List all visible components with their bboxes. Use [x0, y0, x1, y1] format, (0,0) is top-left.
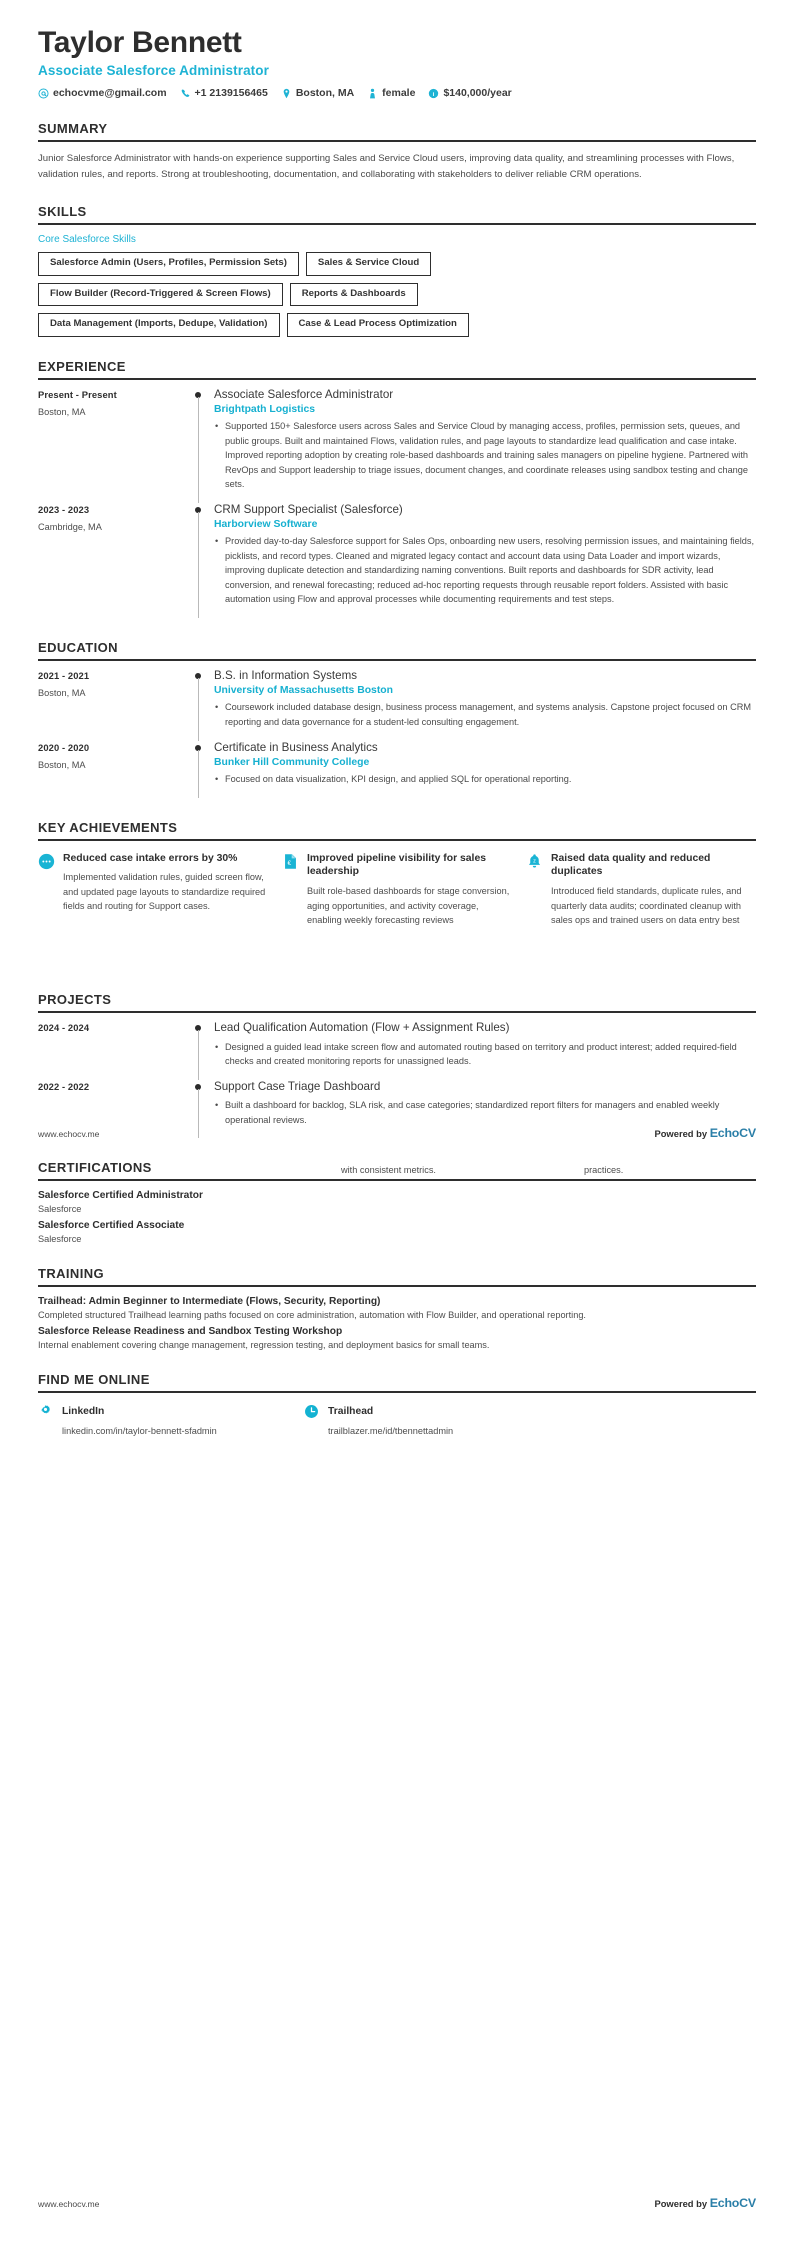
achievement-card	[38, 852, 268, 928]
bullet-marker: •	[215, 702, 219, 713]
experience-entry	[38, 388, 756, 503]
social-link-label: Trailhead	[328, 1406, 374, 1418]
social-link-linkedin[interactable]	[38, 1404, 274, 1438]
entry-body	[212, 503, 756, 618]
experience-entry-list	[38, 388, 756, 618]
social-link-trailhead[interactable]	[304, 1404, 540, 1438]
training-name: Trailhead: Admin Beginner to Intermediate (Flows, Security, Reporting)	[38, 1296, 381, 1308]
gear-icon	[38, 1404, 53, 1419]
contact-item-gender	[367, 87, 415, 99]
entry-organization: University of Massachusetts Boston	[214, 685, 393, 697]
timeline-rail	[188, 1021, 212, 1080]
section-experience	[0, 359, 794, 618]
entry-date: 2024 - 2024	[38, 1022, 90, 1034]
certification-item	[38, 1220, 756, 1244]
job-role-subtitle: Associate Salesforce Administrator	[38, 63, 269, 78]
section-divider	[38, 223, 756, 225]
bullet-marker: •	[215, 421, 219, 432]
entry-bullet-list	[214, 1040, 756, 1069]
entry-title: Certificate in Business Analytics	[214, 740, 378, 754]
phone-icon	[180, 88, 191, 99]
entry-title: CRM Support Specialist (Salesforce)	[214, 502, 403, 516]
entry-title: Lead Qualification Automation (Flow + Assignment Rules)	[214, 1021, 510, 1035]
entry-bullet-list	[214, 1098, 756, 1127]
training-list	[38, 1296, 756, 1350]
skill-pill-list	[38, 252, 756, 337]
skill-pill[interactable]: Reports & Dashboards	[290, 283, 418, 307]
bullet-text: Coursework included database design, business process management, and systems analysis. Capstone project focused on CRM reporting and data governance for a student-led consulting engagement.	[225, 702, 752, 727]
svg-text:z: z	[533, 858, 536, 865]
section-heading-education: EDUCATION	[38, 639, 118, 655]
achievement-content	[63, 852, 268, 928]
entry-body	[212, 388, 756, 503]
timeline-line	[198, 750, 199, 798]
entry-title: Associate Salesforce Administrator	[214, 387, 394, 401]
achievement-card	[282, 852, 512, 928]
echocv-brand-logo: EchoCV	[709, 1126, 756, 1140]
entry-location: Boston, MA	[38, 759, 86, 770]
achievement-description: Built role-based dashboards for stage conversion, aging opportunities, and activity coverage, enabling weekly forecasting reviews	[307, 886, 510, 925]
social-link-label: LinkedIn	[62, 1406, 105, 1418]
skill-pill-row	[38, 313, 756, 337]
bullet-marker: •	[215, 1041, 219, 1052]
certification-issuer: Salesforce	[38, 1204, 82, 1215]
section-heading-skills: SKILLS	[38, 204, 87, 220]
certification-list	[38, 1190, 756, 1244]
achievement-overflow-text: with consistent metrics.	[341, 1165, 436, 1175]
entry-date: 2022 - 2022	[38, 1080, 90, 1092]
skill-pill[interactable]: Salesforce Admin (Users, Profiles, Permission Sets)	[38, 252, 299, 276]
timeline-line	[198, 1030, 199, 1080]
skill-pill[interactable]: Data Management (Imports, Dedupe, Validation)	[38, 313, 280, 337]
section-divider	[38, 378, 756, 380]
entry-date: Present - Present	[38, 388, 117, 400]
timeline-line	[198, 1089, 199, 1139]
skill-pill[interactable]: Sales & Service Cloud	[306, 252, 431, 276]
social-link-url[interactable]: linkedin.com/in/taylor-bennett-sfadmin	[62, 1426, 217, 1437]
certification-issuer: Salesforce	[38, 1234, 82, 1245]
footer-website-url: www.echocv.me	[38, 2199, 100, 2209]
achievement-title: Raised data quality and reduced duplicates	[551, 852, 711, 878]
invoice-document-icon	[282, 853, 299, 870]
entry-date: 2023 - 2023	[38, 503, 90, 515]
training-description: Completed structured Trailhead learning paths focused on core administration, automation with Flow Builder, and operational reporting.	[38, 1310, 586, 1321]
section-divider	[38, 1011, 756, 1013]
svg-text:i: i	[433, 91, 435, 98]
contact-phone-value: +1 2139156465	[194, 87, 268, 99]
skill-group-label: Core Salesforce Skills	[38, 234, 136, 246]
footer-website-url: www.echocv.me	[38, 1129, 100, 1139]
entry-bullet	[214, 700, 756, 729]
timeline-line	[198, 397, 199, 503]
skill-pill[interactable]: Case & Lead Process Optimization	[287, 313, 469, 337]
social-link-header	[38, 1404, 274, 1419]
timeline-rail	[188, 1080, 212, 1139]
section-heading-key-achievements: KEY ACHIEVEMENTS	[38, 819, 178, 835]
bullet-text: Provided day-to-day Salesforce support for Sales Ops, onboarding new users, resolving permission issues, and maintaining fields, picklists, and record types. Cleaned and migrated legacy contact and account data using Data Loader and import wizards, improving duplicate detection and standardizing naming conventions. Built reports and dashboards for SDR activity, lead conversion, and renewal forecasting; reduced ad-hoc reporting requests through reusable report folders. Assisted with basic automation using Flow and approval processes while documenting requirements and test steps.	[225, 536, 755, 605]
entry-title: B.S. in Information Systems	[214, 668, 358, 682]
summary-text: Junior Salesforce Administrator with hands-on experience supporting Sales and Service Cloud users, improving data quality, and streamlining processes with Flows, validation rules, and reports. Strong at troubleshooting, documentation, and collaborating with stakeholders to deliver reliable CRM operations.	[38, 153, 735, 180]
achievement-content	[307, 852, 512, 928]
footer-powered-by	[654, 2196, 756, 2210]
training-description: Internal enablement covering change management, regression testing, and deployment basics for small teams.	[38, 1340, 490, 1351]
bell-icon	[526, 853, 543, 870]
entry-location: Boston, MA	[38, 406, 86, 417]
experience-entry	[38, 503, 756, 618]
entry-bullet	[214, 1098, 756, 1127]
education-entry	[38, 669, 756, 741]
section-divider	[38, 1285, 756, 1287]
svg-text:€: €	[287, 859, 292, 867]
resume-header	[0, 0, 794, 99]
entry-bullet	[214, 1040, 756, 1069]
entry-meta	[38, 388, 188, 503]
contact-location-value: Boston, MA	[295, 87, 355, 99]
section-summary	[0, 121, 794, 182]
achievement-content	[551, 852, 756, 928]
education-entry-list	[38, 669, 756, 798]
certification-name: Salesforce Certified Associate	[38, 1220, 185, 1232]
contact-item-location	[281, 87, 354, 99]
bullet-marker: •	[215, 536, 219, 547]
education-entry	[38, 741, 756, 798]
social-link-header	[304, 1404, 540, 1419]
section-education	[0, 640, 794, 798]
bullet-text: Supported 150+ Salesforce users across Sales and Service Cloud by managing access, profiles, permission sets, queues, and public groups. Built and maintained Flows, validation rules, and page layouts to standardize lead qualification and case intake. Improved reporting adoption by creating role-based dashboards and training sales managers on pipeline hygiene. Partnered with RevOps and Support leadership to triage issues, document changes, and coordinate releases using sandbox testing and change sets.	[225, 421, 749, 490]
achievement-description: Implemented validation rules, guided screen flow, and updated page layouts to standardize required fields and routing for Support cases.	[63, 872, 266, 912]
section-heading-certifications: CERTIFICATIONS	[38, 1160, 152, 1176]
achievement-card	[526, 852, 756, 928]
social-link-grid	[38, 1404, 756, 1438]
certification-name: Salesforce Certified Administrator	[38, 1190, 203, 1202]
bullet-text: Designed a guided lead intake screen flow and automated routing based on territory and product interest; added required-field checks and created monitoring reports for unassigned leads.	[225, 1041, 737, 1067]
entry-location: Boston, MA	[38, 687, 86, 698]
contact-item-salary	[428, 87, 511, 99]
salary-coin-icon	[428, 88, 439, 99]
contact-info-bar	[38, 87, 756, 99]
achievement-overflow-text: practices.	[584, 1165, 624, 1175]
contact-salary-value: $140,000/year	[443, 87, 512, 99]
timeline-line	[198, 678, 199, 741]
contact-item-phone	[180, 87, 268, 99]
entry-body	[212, 669, 756, 741]
section-divider	[38, 839, 756, 841]
entry-bullet	[214, 772, 756, 787]
entry-location: Cambridge, MA	[38, 521, 102, 532]
bullet-marker: •	[215, 774, 219, 785]
bullet-text: Built a dashboard for backlog, SLA risk, and case categories; standardized report filters for managers and enabled weekly operational reviews.	[225, 1100, 720, 1125]
training-name: Salesforce Release Readiness and Sandbox Testing Workshop	[38, 1326, 343, 1338]
training-item	[38, 1296, 756, 1320]
entry-date: 2021 - 2021	[38, 669, 90, 681]
certification-item	[38, 1190, 756, 1214]
entry-bullet	[214, 419, 756, 492]
page-footer	[38, 2196, 756, 2210]
section-training	[0, 1266, 794, 1350]
section-heading-find-me-online: FIND ME ONLINE	[38, 1372, 150, 1388]
page-title: Taylor Bennett	[38, 26, 242, 59]
entry-bullet-list	[214, 419, 756, 492]
bullet-text: Focused on data visualization, KPI design, and applied SQL for operational reporting.	[225, 774, 572, 785]
clock-icon	[304, 1404, 319, 1419]
contact-email-value: echocvme@gmail.com	[53, 87, 167, 99]
section-divider	[38, 1179, 756, 1181]
email-icon	[38, 88, 49, 99]
entry-meta	[38, 741, 188, 798]
powered-by-label: Powered by	[654, 2198, 708, 2209]
achievement-description: Introduced field standards, duplicate rules, and quarterly data audits; coordinated cleanup with sales ops and trained users on data entry best	[551, 886, 742, 925]
section-divider	[38, 659, 756, 661]
section-divider	[38, 1391, 756, 1393]
entry-bullet	[214, 534, 756, 607]
entry-meta	[38, 1021, 188, 1080]
entry-meta	[38, 1080, 188, 1139]
contact-gender-value: female	[382, 87, 416, 99]
section-key-achievements	[0, 820, 794, 928]
powered-by-label: Powered by	[654, 1128, 708, 1139]
timeline-line	[198, 512, 199, 618]
achievement-grid	[38, 852, 756, 928]
echocv-brand-logo: EchoCV	[709, 2196, 756, 2210]
entry-date: 2020 - 2020	[38, 741, 90, 753]
chat-bubble-icon	[38, 853, 55, 870]
training-item	[38, 1326, 756, 1350]
section-heading-projects: PROJECTS	[38, 992, 112, 1008]
social-link-url[interactable]: trailblazer.me/id/tbennettadmin	[328, 1426, 454, 1437]
section-skills	[0, 204, 794, 337]
entry-bullet-list	[214, 700, 756, 729]
entry-body	[212, 741, 756, 798]
achievement-title: Improved pipeline visibility for sales leadership	[307, 852, 487, 878]
timeline-rail	[188, 741, 212, 798]
entry-organization: Harborview Software	[214, 519, 318, 531]
entry-meta	[38, 669, 188, 741]
section-heading-experience: EXPERIENCE	[38, 358, 126, 374]
section-heading-summary: SUMMARY	[38, 121, 108, 136]
achievement-title: Reduced case intake errors by 30%	[63, 852, 238, 864]
entry-bullet-list	[214, 772, 756, 787]
section-find-me-online	[0, 1372, 794, 1438]
entry-bullet-list	[214, 534, 756, 607]
project-entry	[38, 1021, 756, 1080]
location-pin-icon	[281, 88, 292, 99]
entry-body	[212, 1080, 756, 1139]
project-entry	[38, 1080, 756, 1139]
contact-item-email	[38, 87, 167, 99]
section-divider	[38, 140, 756, 142]
skill-pill[interactable]: Flow Builder (Record-Triggered & Screen Flows)	[38, 283, 283, 307]
skill-pill-row	[38, 283, 756, 307]
section-heading-training: TRAINING	[38, 1266, 105, 1282]
timeline-rail	[188, 388, 212, 503]
entry-body	[212, 1021, 756, 1080]
timeline-rail	[188, 669, 212, 741]
entry-organization: Brightpath Logistics	[214, 404, 316, 416]
project-entry-list	[38, 1021, 756, 1138]
section-projects	[0, 992, 794, 1138]
entry-organization: Bunker Hill Community College	[214, 757, 370, 769]
person-icon	[367, 88, 378, 99]
timeline-rail	[188, 503, 212, 618]
entry-title: Support Case Triage Dashboard	[214, 1079, 381, 1093]
entry-meta	[38, 503, 188, 618]
skill-pill-row	[38, 252, 756, 276]
bullet-marker: •	[215, 1100, 219, 1111]
